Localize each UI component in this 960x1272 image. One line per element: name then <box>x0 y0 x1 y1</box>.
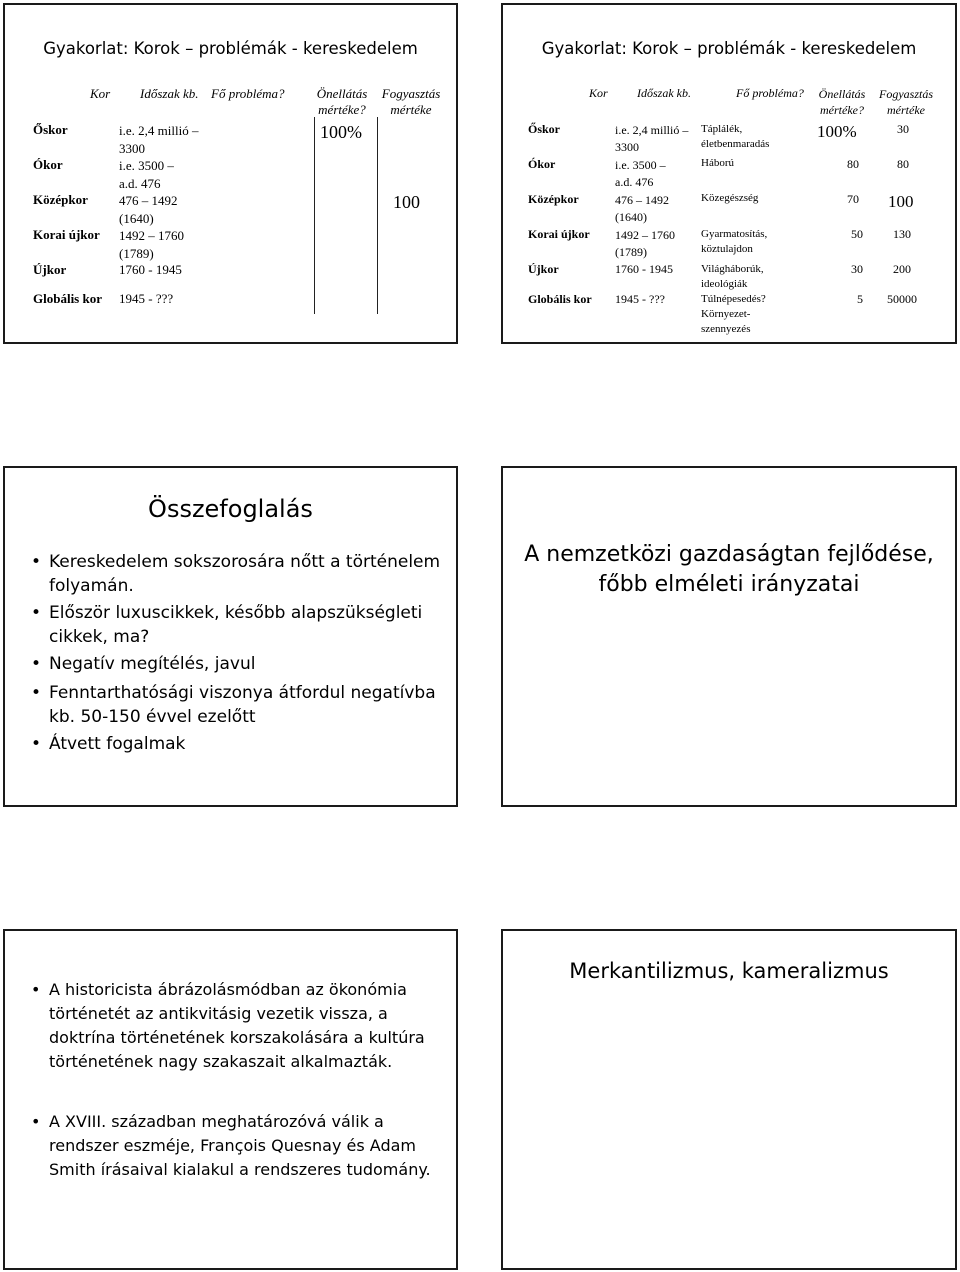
slide-5 <box>3 929 458 1270</box>
row-onellatas: 50 <box>851 227 863 241</box>
row-onellatas: 80 <box>847 157 859 171</box>
list-item: • Kereskedelem sokszorosára nőtt a történelem folyamán. <box>29 550 449 598</box>
row-idoszak: i.e. 3500 – a.d. 476 <box>119 158 174 191</box>
header-kor: Kor <box>589 86 608 100</box>
row-problema: Túlnépesedés? Környezet-szennyezés <box>701 293 766 335</box>
fogyasztas-value: 100 <box>393 192 420 212</box>
row-idoszak: 1492 – 1760 (1789) <box>119 228 184 261</box>
row-onellatas: 70 <box>847 192 859 206</box>
history-list <box>29 978 439 1182</box>
row-kor: Korai újkor <box>528 227 590 241</box>
row-problema: Háború <box>701 157 734 169</box>
row-onellatas: 30 <box>851 262 863 276</box>
row-kor: Újkor <box>528 262 559 276</box>
row-kor: Középkor <box>528 192 579 206</box>
header-onellatas: Önellátás mértéke? <box>316 86 368 117</box>
header-fo-problema: Fő probléma? <box>736 86 804 100</box>
list-item: • A XVIII. században meghatározóvá válik a rendszer eszméje, François Quesnay és Adam Smith írásaival kialakul a rendszeres tudomány. <box>29 1110 439 1182</box>
slide-6-title: Merkantilizmus, kameralizmus <box>569 959 889 983</box>
row-fogyasztas: 130 <box>893 227 911 241</box>
slide-6 <box>501 929 957 1270</box>
row-idoszak: 476 – 1492 (1640) <box>615 193 669 224</box>
header-fogyasztas: Fogyasztás mértéke <box>879 87 933 117</box>
table-divider <box>377 117 378 314</box>
header-idoszak: Időszak kb. <box>140 86 199 101</box>
table-divider <box>314 117 315 314</box>
onellatas-value: 100% <box>320 122 362 142</box>
row-idoszak: i.e. 2,4 millió – 3300 <box>119 123 199 156</box>
row-idoszak: 1945 - ??? <box>119 291 174 306</box>
summary-list <box>29 550 449 756</box>
slide-2-title: Gyakorlat: Korok – problémák - kereskedelem <box>541 39 917 58</box>
list-item: • A historicista ábrázolásmódban az ökonómia történetét az antikvitásig vezetik vissza, a doktrína történetének korszakolására a kultúra történetének nagy szakaszait alkalmazták. <box>29 978 439 1074</box>
row-kor: Ókor <box>33 157 63 172</box>
list-item: • Átvett fogalmak <box>29 732 449 756</box>
row-problema: Gyarmatosítás, köztulajdon <box>701 228 768 255</box>
header-fo-problema: Fő probléma? <box>211 86 285 101</box>
row-idoszak: i.e. 2,4 millió – 3300 <box>615 123 689 154</box>
header-onellatas: Önellátás mértéke? <box>818 87 866 117</box>
row-fogyasztas: 100 <box>888 192 914 211</box>
list-item: • Fenntarthatósági viszonya átfordul negatívba kb. 50-150 évvel ezelőtt <box>29 681 449 729</box>
header-kor: Kor <box>90 86 111 101</box>
row-fogyasztas: 50000 <box>887 292 917 306</box>
row-fogyasztas: 80 <box>897 157 909 171</box>
row-idoszak: i.e. 3500 – a.d. 476 <box>615 158 666 189</box>
slide-3-title: Összefoglalás <box>148 495 313 523</box>
row-kor: Korai újkor <box>33 227 100 242</box>
row-idoszak: 1492 – 1760 (1789) <box>615 228 675 259</box>
row-idoszak: 1760 - 1945 <box>615 262 673 276</box>
row-problema: Világháborúk, ideológiák <box>701 263 764 290</box>
row-kor: Újkor <box>33 262 67 277</box>
row-problema: Közegészség <box>701 192 759 204</box>
list-item: • Először luxuscikkek, később alapszükségleti cikkek, ma? <box>29 601 449 649</box>
row-fogyasztas: 30 <box>897 122 909 136</box>
row-idoszak: 1945 - ??? <box>615 292 665 306</box>
row-kor: Ókor <box>528 157 556 171</box>
list-item: • Negatív megítélés, javul <box>29 652 449 676</box>
row-idoszak: 476 – 1492 (1640) <box>119 193 178 226</box>
row-idoszak: 1760 - 1945 <box>119 262 182 277</box>
slide-1-title: Gyakorlat: Korok – problémák - kereskedelem <box>43 39 418 58</box>
slide-3 <box>3 466 458 807</box>
row-kor: Őskor <box>33 122 68 137</box>
row-kor: Globális kor <box>528 292 592 306</box>
slide-2 <box>501 3 957 344</box>
slide-1 <box>3 3 458 344</box>
slide-4-title: A nemzetközi gazdaságtan fejlődése, főbb elméleti irányzatai <box>524 542 934 597</box>
slide-4 <box>501 466 957 807</box>
header-idoszak: Időszak kb. <box>637 86 691 100</box>
row-onellatas: 100% <box>817 122 857 141</box>
row-onellatas: 5 <box>857 292 863 306</box>
row-kor: Őskor <box>528 122 561 136</box>
row-fogyasztas: 200 <box>893 262 911 276</box>
row-kor: Globális kor <box>33 291 102 306</box>
row-problema: Táplálék, életbenmaradás <box>701 123 770 150</box>
row-kor: Középkor <box>33 192 88 207</box>
header-fogyasztas: Fogyasztás mértéke <box>381 86 441 117</box>
